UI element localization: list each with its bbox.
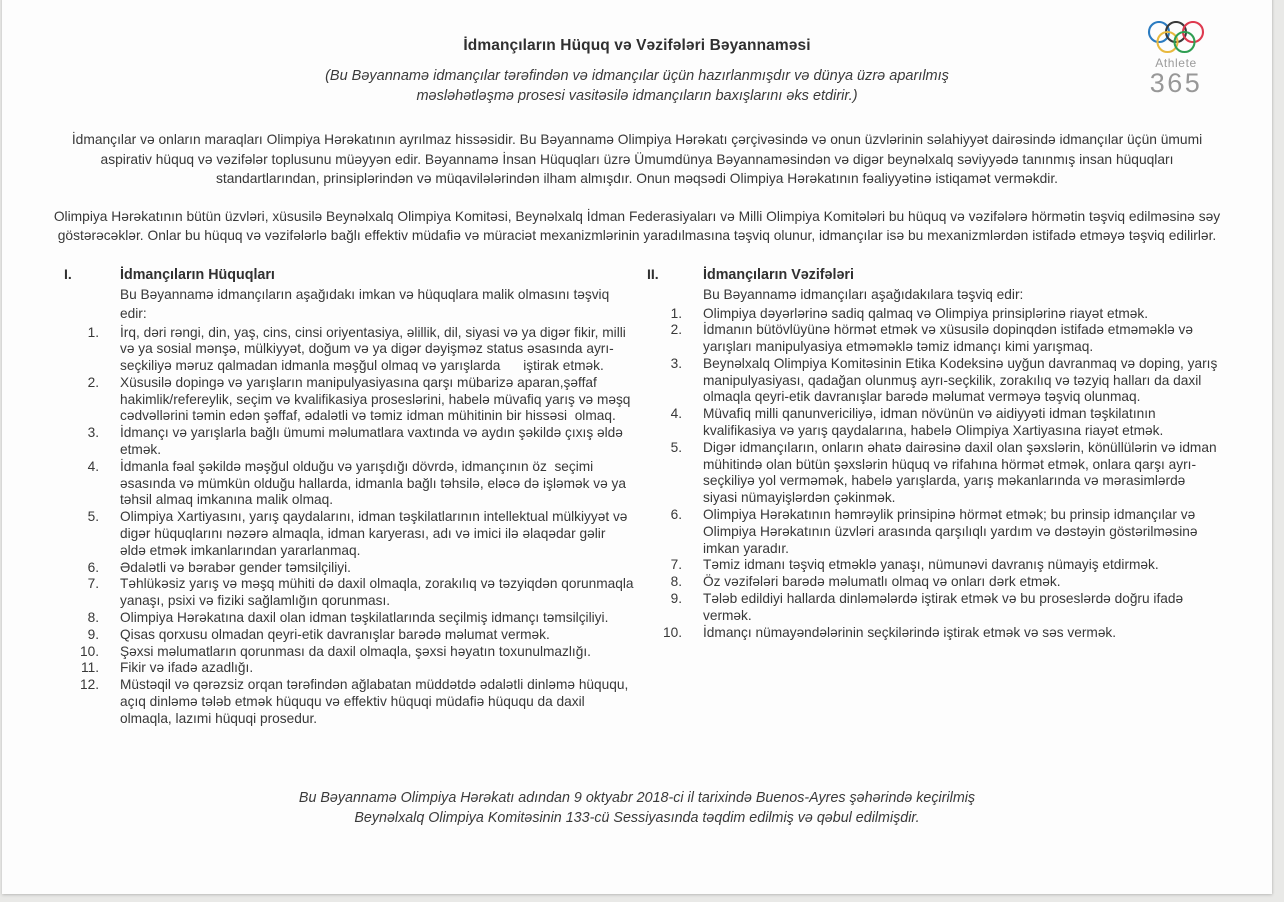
logo-365-text: 365	[1149, 68, 1203, 98]
list-item: 3. Beynəlxalq Olimpiya Komitəsinin Etika Kodeksinə uyğun davranmaq və doping, yarış manipulyasiyası, qadağan olunmuş ayrı-seçkilik, zorakılıq və təzyiq halları da daxil olmaqla qeyri-etik davranışlar barədə məlumat verməyə təşviq olunmaq.	[670, 355, 1218, 405]
athlete365-logo	[1130, 21, 1222, 99]
olympic-rings-icon	[1147, 21, 1205, 54]
list-item: 5. Digər idmançıların, onların əhatə dairəsinə daxil olan şəxslərin, könüllülərin və idman mühitində olan bütün şəxslərin hüquq və rifahına hörmət etmək, onlara qarşı ayrı-seçkiliyə yol verməmək, habelə yarışlarda, yarış məkanlarında və mərasimlərdə siyasi nümayişlərdən çəkinmək.	[670, 439, 1217, 506]
list-item: 6. Olimpiya Hərəkatının həmrəylik prinsipinə hörmət etmək; bu prinsip idmançılar və Olimpiya Hərəkatının üzvləri arasında qarşılıqlı yardım və dəstəyin göstərilməsinə imkan yaradır.	[670, 507, 1198, 556]
list-item: 2. Xüsusilə dopingə və yarışların manipulyasiyasına qarşı mübarizə aparan,şəffaf hakimlik/refereylik, seçim və kvalifikasiya proseslərini, habelə müvafiq yarış və məşq cədvəllərini təmin edən şəffaf, ədalətli və təmiz idman mühitinin bir hissəsi olmaq.	[87, 374, 631, 424]
list-item: 11. Fikir və ifadə azadlığı.	[80, 660, 254, 676]
intro-section	[51, 130, 1223, 246]
list-item: 7. Təmiz idmanı təşviq etməklə yanaşı, nümunəvi davranış nümayiş etdirmək.	[670, 557, 1159, 573]
list-item: 4. İdmanla fəal şəkildə məşğul olduğu və yarışdığı dövrdə, idmançının öz seçimi əsasında və mümkün olduğu hallarda, idmanla bağlı təhsilə, eləcə də işləmək və ya təhsil almaq imkanına malik olmaq.	[87, 458, 626, 508]
section-rights-heading: İdmançıların Hüquqları	[120, 266, 275, 283]
logo-athlete-text: Athlete	[1155, 56, 1197, 70]
adoption-note	[2, 788, 1272, 828]
document-header	[2, 0, 1272, 106]
list-item: 8. Öz vəzifələri barədə məlumatlı olmaq və onları dərk etmək.	[670, 574, 1061, 590]
list-item: 8. Olimpiya Hərəkatına daxil olan idman təşkilatlarında seçilmiş idmançı təmsilçiliyi.	[87, 610, 609, 626]
intro-paragraph-2: Olimpiya Hərəkatının bütün üzvləri, xüsusilə Beynəlxalq Olimpiya Komitəsi, Beynəlxalq İdman Federasiyaları və Milli Olimpiya Komitələri bu hüquq və vəzifələrə hörmətin təşviq edilməsinə səy göstərəcəklər. Onlar bu hüquq və vəzifələrlə bağlı effektiv müdafiə və müraciət mexanizmlərinin yaradılmasına təşviq olunur, idmançılar isə bu mexanizmlərdən istifadə etməyə təşviq edilirlər.	[53, 208, 1221, 243]
rights-list	[79, 324, 635, 728]
page-subtitle: (Bu Bəyannamə idmançılar tərəfindən və idmançılar üçün hazırlanmışdır və dünya üzrə aparılmış məsləhətləşmə prosesi vasitəsilə idmançıların baxışlarını əks etdirir.)	[325, 68, 949, 104]
adoption-note-text: Bu Bəyannamə Olimpiya Hərəkatı adından 9 oktyabr 2018-ci il tarixində Buenos-Ayres şəhərində keçirilmiş Beynəlxalq Olimpiya Komitəsinin 133-cü Sessiyasında təqdim edilmiş və qəbul edilmişdir.	[298, 790, 976, 826]
list-item: 6. Ədalətli və bərabər gender təmsilçiliyi.	[87, 559, 351, 575]
section-rights-numeral: I.	[64, 265, 72, 282]
document-page	[2, 0, 1272, 894]
list-item: 2. İdmanın bütövlüyünə hörmət etmək və xüsusilə dopinqdən istifadə etməməklə və yarışları manipulyasiya etməməklə təmiz idmançı kimi yarışmaq.	[670, 322, 1193, 355]
list-item: 1. Olimpiya dəyərlərinə sadiq qalmaq və Olimpiya prinsiplərinə riayət etmək.	[670, 305, 1149, 321]
section-duties-heading: İdmançıların Vəzifələri	[703, 266, 854, 283]
list-item: 3. İdmançı və yarışlarla bağlı ümumi məlumatlara vaxtında və aydın şəkildə çıxış əldə etmək.	[87, 425, 623, 458]
list-item: 7. Təhlükəsiz yarış və məşq mühiti də daxil olmaqla, zorakılıq və təzyiqdən qorunmaqla yanaşı, psixi və fiziki sağlamlığın qorunması.	[87, 576, 634, 609]
list-item: 4. Müvafiq milli qanunvericiliyə, idman növünün və aidiyyəti idman təşkilatının kvalifikasiya və yarış qaydalarına, habelə Olimpiya Xartiyasına riayət etmək.	[670, 406, 1164, 439]
duties-list	[662, 305, 1218, 642]
section-rights-intro: Bu Bəyannamə idmançıların aşağıdakı imkan və hüquqlara malik olmasını təşviq edir:	[120, 286, 610, 321]
list-item: 5. Olimpiya Xartiyasını, yarış qaydalarını, idman təşkilatlarının intellektual mülkiyyət və digər hüquqlarını nəzərə almaqla, idman karyerası, adı və imici ilə əlaqədar gəlir əldə etmək imkanlarından yararlanmaq.	[87, 509, 628, 558]
list-item: 1. İrq, dəri rəngi, din, yaş, cins, cinsi oriyentasiya, əlillik, dil, siyasi və ya digər fikir, milli və ya sosial mənşə, mülkiyyət, doğum və ya digər dəyişməz status əsasında ayrı-seçkiliyə məruz qalmadan idmanla məşğul olmaq və yarışlarda iştirak etmək.	[87, 324, 626, 374]
list-item: 9. Tələb edildiyi hallarda dinləmələrdə iştirak etmək və bu proseslərdə doğru ifadə vermək.	[670, 591, 1184, 623]
section-duties-numeral: II.	[647, 265, 659, 282]
columns-container	[2, 266, 1272, 728]
list-item: 10. Şəxsi məlumatların qorunması da daxil olmaqla, şəxsi həyatın toxunulmazlığı.	[79, 643, 591, 659]
list-item: 9. Qisas qorxusu olmadan qeyri-etik davranışlar barədə məlumat vermək.	[87, 626, 550, 642]
list-item: 12. Müstəqil və qərəzsiz orqan tərəfindən ağlabatan müddətdə ədalətli dinləmə hüququ, açıq dinləmə tələb etmək hüququ və effektiv hüquqi müdafiə hüququ da daxil olmaqla, lazımi hüquqi prosedur.	[79, 677, 629, 726]
intro-paragraph-1: İdmançılar və onların maraqları Olimpiya Hərəkatının ayrılmaz hissəsidir. Bu Bəyannamə Olimpiya Hərəkatı çərçivəsində və onun üzvlərinin səlahiyyət dairəsində idmançılar üçün ümumi aspirativ hüquq və vəzifələr toplusunu müəyyən edir. Bəyannamə İnsan Hüquqları üzrə Ümumdünya Bəyannaməsindən və digər beynəlxalq səviyyədə tanınmış insan hüquqları standartlarından, prinsiplərindən və müqavilələrindən ilham almışdır. Onun məqsədi Olimpiya Hərəkatının fəaliyyətinə istiqamət verməkdir.	[71, 132, 1203, 186]
section-duties-intro: Bu Bəyannamə idmançıları aşağıdakılara təşviq edir:	[703, 286, 1024, 302]
section-duties	[647, 266, 1218, 728]
page-title: İdmançıların Hüquq və Vəzifələri Bəyannaməsi	[463, 37, 811, 54]
section-rights	[64, 266, 635, 728]
list-item: 10. İdmançı nümayəndələrinin seçkilərində iştirak etmək və səs vermək.	[662, 624, 1117, 640]
